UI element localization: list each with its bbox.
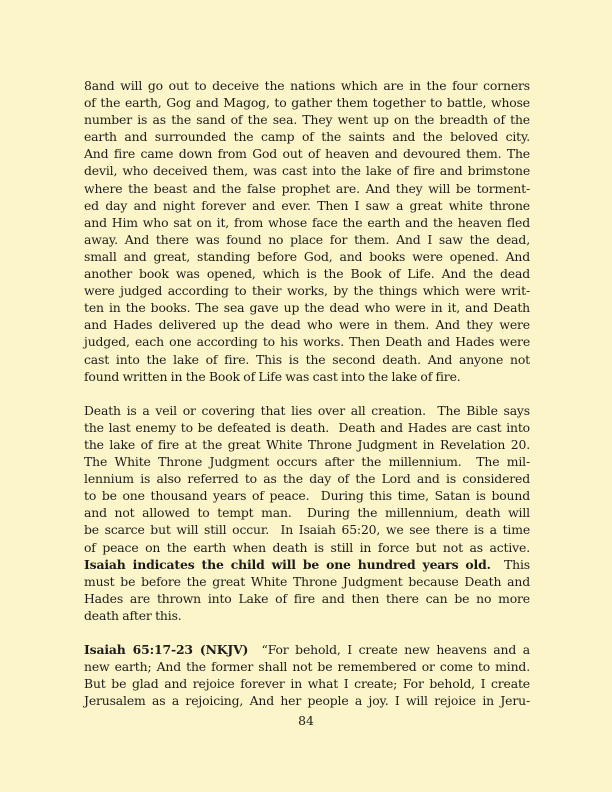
body-text: lennium is also referred to as the day of the Lord and is considered xyxy=(84,471,530,487)
text-line xyxy=(84,316,530,333)
body-text: and not allowed to tempt man. During the millennium, death will xyxy=(84,505,530,521)
text-line xyxy=(84,453,530,470)
text-line xyxy=(84,162,530,179)
body-text: cast into the lake of fire. This is the second death. And anyone not xyxy=(84,351,530,367)
body-text: small and great, standing before God, and books were opened. And xyxy=(84,248,530,264)
body-text: another book was opened, which is the Book of Life. And the dead xyxy=(84,266,530,282)
text-line xyxy=(84,692,530,709)
text-line xyxy=(84,590,530,607)
text-line xyxy=(84,419,530,436)
body-text: death after this. xyxy=(84,607,182,623)
body-text: Death is a veil or covering that lies over all creation. The Bible says xyxy=(84,402,530,418)
body-text: ed day and night forever and ever. Then I saw a great white throne xyxy=(84,197,530,213)
text-line xyxy=(84,231,530,248)
text-line xyxy=(84,556,530,573)
text-line xyxy=(84,658,530,675)
text-line xyxy=(84,368,530,385)
isaiah-65-quote xyxy=(84,641,530,709)
text-line xyxy=(84,299,530,316)
page-number: 84 xyxy=(298,713,314,728)
text-line xyxy=(84,111,530,128)
body-text: away. And there was found no place for them. And I saw the dead, xyxy=(84,231,530,247)
page-body xyxy=(84,77,530,709)
text-line xyxy=(84,641,530,658)
bold-text: Isaiah indicates the child will be one hundred years old. xyxy=(84,556,491,572)
body-text: 8and will go out to deceive the nations which are in the four corners xyxy=(84,78,530,93)
text-line xyxy=(84,248,530,265)
bold-text: Isaiah 65:17-23 (NKJV) xyxy=(84,642,249,658)
body-text: But be glad and rejoice forever in what I create; For behold, I create xyxy=(84,676,530,692)
text-line xyxy=(84,333,530,350)
text-line xyxy=(84,145,530,162)
commentary-paragraph xyxy=(84,402,530,624)
body-text: new earth; And the former shall not be remembered or come to mind. xyxy=(84,659,530,675)
body-text: found written in the Book of Life was cast into the lake of fire. xyxy=(84,368,461,384)
text-line xyxy=(84,675,530,692)
body-text: be scarce but will still occur. In Isaiah 65:20, we see there is a time xyxy=(84,522,530,538)
body-text: of peace on the earth when death is still in force but not as active. xyxy=(84,539,530,555)
text-line xyxy=(84,77,530,94)
revelation-20-quote xyxy=(84,77,530,385)
body-text: devil, who deceived them, was cast into the lake of fire and brimstone xyxy=(84,163,530,179)
body-text: of the earth, Gog and Magog, to gather them together to battle, whose xyxy=(84,95,530,111)
text-line xyxy=(84,282,530,299)
text-line xyxy=(84,607,530,624)
text-line xyxy=(84,265,530,282)
text-line xyxy=(84,487,530,504)
text-line xyxy=(84,180,530,197)
body-text: where the beast and the false prophet are. And they will be torment- xyxy=(84,180,530,196)
text-line xyxy=(84,521,530,538)
body-text: the lake of fire at the great White Throne Judgment in Revelation 20. xyxy=(84,436,530,452)
body-text: The White Throne Judgment occurs after the millennium. The mil- xyxy=(84,454,530,470)
text-line xyxy=(84,573,530,590)
body-text: ten in the books. The sea gave up the dead who were in it, and Death xyxy=(84,300,530,316)
body-text: and Him who sat on it, from whose face the earth and the heaven fled xyxy=(84,214,530,230)
body-text: Hades are thrown into Lake of fire and then there can be no more xyxy=(84,590,530,606)
text-line xyxy=(84,470,530,487)
text-line xyxy=(84,402,530,419)
body-text: the last enemy to be defeated is death. Death and Hades are cast into xyxy=(84,419,530,435)
body-text: And fire came down from God out of heaven and devoured them. The xyxy=(84,146,530,162)
text-line xyxy=(84,436,530,453)
text-line xyxy=(84,94,530,111)
body-text: must be before the great White Throne Judgment because Death and xyxy=(84,573,530,589)
body-text: number is as the sand of the sea. They went up on the breadth of the xyxy=(84,112,530,128)
body-text: were judged according to their works, by the things which were writ- xyxy=(84,283,530,299)
text-line xyxy=(84,214,530,231)
body-text: This xyxy=(490,556,531,572)
body-text: earth and surrounded the camp of the saints and the beloved city. xyxy=(84,129,530,145)
body-text: and Hades delivered up the dead who were in them. And they were xyxy=(84,317,530,333)
text-line xyxy=(84,351,530,368)
body-text: Jerusalem as a rejoicing, And her people a joy. I will rejoice in Jeru- xyxy=(84,693,530,709)
text-line xyxy=(84,197,530,214)
body-text: to be one thousand years of peace. During this time, Satan is bound xyxy=(84,488,530,504)
body-text: judged, each one according to his works. Then Death and Hades were xyxy=(84,334,530,350)
text-line xyxy=(84,539,530,556)
text-line xyxy=(84,128,530,145)
text-line xyxy=(84,504,530,521)
body-text: “For behold, I create new heavens and a xyxy=(248,642,530,658)
